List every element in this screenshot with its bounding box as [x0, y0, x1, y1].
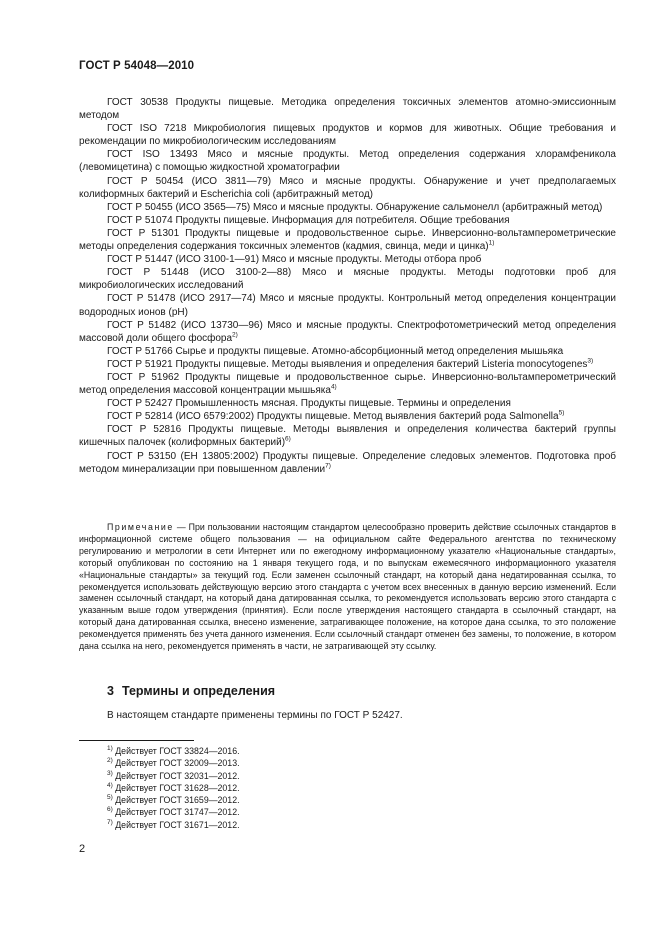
reference-item: ГОСТ ISO 7218 Микробиология пищевых продуктов и кормов для животных. Общие требования и рекомендации по микробиологическим исследованиям — [79, 123, 616, 148]
footnote-item: $^{2)}$ Действует ГОСТ 32009—2013. — [107, 757, 240, 769]
note-label: Примечание — [107, 522, 174, 532]
reference-item: ГОСТ Р 53150 (ЕН 13805:2002) Продукты пищевые. Определение следовых элементов. Подготовка проб методом минерализации при повышенном давлении$^{7)}$ — [79, 450, 616, 475]
reference-item: ГОСТ Р 51448 (ИСО 3100-2—88) Мясо и мясные продукты. Методы подготовки проб для микробиологических исследований — [79, 267, 616, 292]
reference-item: ГОСТ 30538 Продукты пищевые. Методика определения токсичных элементов атомно-эмиссионным методом — [79, 97, 616, 122]
reference-item: ГОСТ Р 52816 Продукты пищевые. Методы выявления и определения количества бактерий группы кишечных палочек (колиформных бактерий)$^{6)}$ — [79, 424, 616, 449]
reference-item: ГОСТ Р 50455 (ИСО 3565—75) Мясо и мясные продукты. Обнаружение сальмонелл (арбитражный метод) — [107, 201, 603, 213]
document-header: ГОСТ Р 54048—2010 — [79, 60, 195, 72]
reference-item: ГОСТ Р 51074 Продукты пищевые. Информация для потребителя. Общие требования — [107, 214, 510, 226]
section-heading — [107, 684, 275, 698]
reference-item: ГОСТ Р 51447 (ИСО 3100-1—91) Мясо и мясные продукты. Методы отбора проб — [107, 254, 482, 266]
section-body-text: В настоящем стандарте применены термины по ГОСТ Р 52427. — [107, 710, 403, 721]
note-text: — При пользовании настоящим стандартом целесообразно проверить действие ссылочных стандартов в информационной системе общего пользования — на официальном сайте Федерального агентства по техническому регулированию и метрологии в сети Интернет или по ежегодному информационному указателю «Национальные стандарты», который опубликован по состоянию на 1 января текущего года, и по выпускам ежемесячного информационного указателя «Национальные стандарты» за текущий год. Если заменен ссылочный стандарт, на который дана недатированная ссылка, то рекомендуется использовать действующую версию этого стандарта с учетом всех внесенных в данную версию изменений. Если заменен ссылочный стандарт, на который дана датированная ссылка, то рекомендуется использовать версию этого стандарта с указанным выше годом утверждения (принятия). Если после утверждения настоящего стандарта в ссылочный стандарт, на который дана датированная ссылка, внесено изменение, затрагивающее положение, на которое дана ссылка, то это положение рекомендуется применять без учета данного изменения. Если ссылочный стандарт отменен без замены, то положение, в котором дана ссылка на него, рекомендуется применять в части, не затрагивающей эту ссылку. — [79, 522, 616, 652]
normative-references-list — [79, 96, 616, 476]
footnote-item: $^{5)}$ Действует ГОСТ 31659—2012. — [107, 794, 240, 806]
reference-item: ГОСТ Р 51962 Продукты пищевые и продовольственное сырье. Инверсионно-вольтамперометрический метод определения массовой концентрации мышьяка$^{4)}$ — [79, 371, 616, 397]
reference-item: ГОСТ ISO 13493 Мясо и мясные продукты. Метод определения содержания хлорамфеникола (левомицетина) с помощью жидкостной хроматографии — [79, 149, 616, 174]
reference-item: ГОСТ Р 51921 Продукты пищевые. Методы выявления и определения бактерий Listeria monocytogenes$^{3)}$ — [107, 357, 594, 370]
footnote-divider — [79, 740, 194, 741]
footnote-item: $^{4)}$ Действует ГОСТ 31628—2012. — [107, 781, 240, 793]
footnote-item: $^{7)}$ Действует ГОСТ 31671—2012. — [107, 818, 240, 830]
page-number: 2 — [79, 843, 86, 855]
reference-item: ГОСТ Р 51766 Сырье и продукты пищевые. Атомно-абсорбционный метод определения мышьяка — [107, 345, 564, 357]
reference-item: ГОСТ Р 51482 (ИСО 13730—96) Мясо и мясные продукты. Спектрофотометрический метод определения массовой доли общего фосфора$^{2)}$ — [79, 319, 616, 344]
footnote-item: $^{6)}$ Действует ГОСТ 31747—2012. — [107, 806, 240, 818]
reference-item: ГОСТ Р 50454 (ИСО 3811—79) Мясо и мясные продукты. Обнаружение и учет предполагаемых колиформных бактерий и Escherichia coli (арбитражный метод) — [79, 175, 616, 200]
section-number: 3 — [107, 684, 114, 698]
reference-item: ГОСТ Р 51478 (ИСО 2917—74) Мясо и мясные продукты. Контрольный метод определения концентрации водородных ионов (pH) — [79, 293, 616, 318]
section-title: Термины и определения — [121, 684, 276, 698]
reference-item: ГОСТ Р 52427 Промышленность мясная. Продукты пищевые. Термины и определения — [107, 398, 511, 410]
reference-item: ГОСТ Р 52814 (ИСО 6579:2002) Продукты пищевые. Метод выявления бактерий рода Salmonella$^{5)}$ — [107, 409, 565, 423]
footnote-item: $^{1)}$ Действует ГОСТ 33824—2016. — [107, 745, 240, 756]
footnotes-list — [107, 745, 240, 831]
reference-item: ГОСТ Р 51301 Продукты пищевые и продовольственное сырье. Инверсионно-вольтамперометрические методы определения содержания токсичных элементов (кадмия, свинца, меди и цинка)$^{1)}$ — [79, 227, 616, 253]
note-paragraph — [79, 522, 616, 653]
footnote-item: $^{3)}$ Действует ГОСТ 32031—2012. — [107, 769, 240, 781]
